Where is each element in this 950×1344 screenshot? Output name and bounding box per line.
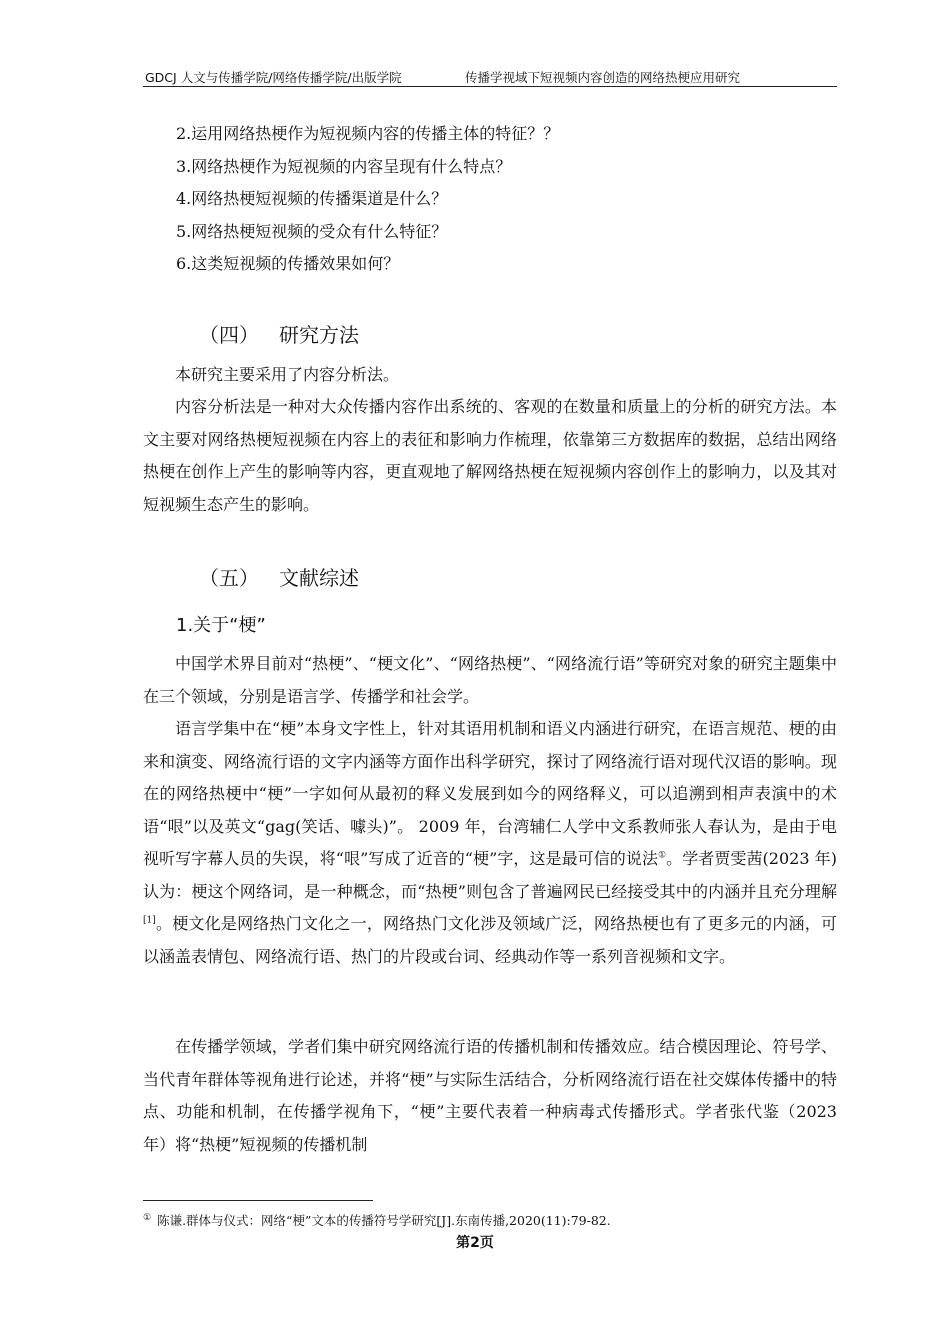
paragraph	[143, 713, 837, 973]
list-item: 3.网络热梗作为短视频的内容呈现有什么特点？	[176, 156, 512, 176]
footnote-text: 陈谦.群体与仪式：网络“梗”文本的传播符号学研究[J].东南传播,2020(11):79-82.	[157, 1213, 611, 1228]
section-number: （五）	[199, 566, 259, 590]
research-questions-list	[176, 118, 559, 281]
footnote-mark: ①	[143, 1212, 152, 1223]
section-heading-methods	[199, 319, 359, 348]
list-item: 2.运用网络热梗作为短视频内容的传播主体的特征？？	[176, 124, 560, 143]
section-number: （四）	[199, 323, 259, 347]
page-number: 第2页	[456, 1235, 494, 1251]
running-header	[143, 66, 837, 87]
paragraph: 内容分析法是一种对大众传播内容作出系统的、客观的在数量和质量上的分析的研究方法。本文主要对网络热梗短视频在内容上的表征和影响力作梳理，依靠第三方数据库的数据，总结出网络热梗在创作上产生的影响等内容，更直观地了解网络热梗在短视频内容创作上的影响力，以及其对短视频生态产生的影响。	[143, 397, 837, 514]
footnote-divider	[143, 1200, 373, 1201]
section-title: 文献综述	[279, 566, 359, 590]
list-item: 4.网络热梗短视频的传播渠道是什么？	[176, 189, 448, 208]
list-item: 5.网络热梗短视频的受众有什么特征？	[176, 221, 448, 241]
paragraph-text: 语言学集中在“梗”本身文字性上，针对其语用机制和语义内涵进行研究，在语言规范、梗的由来和演变、网络流行语的文字内涵等方面作出科学研究，探讨了网络流行语对现代汉语的影响。现在的网络热梗中“梗”一字如何从最初的释义发展到如今的网络释义，可以追溯到相声表演中的术语“哏”以及英文“gag(笑话、噱头)”。 2009 年，台湾辅仁人学中文系教师张人春认为，是由于电视听写字幕人员的失误，将“哏”写成了近音的“梗”字，这是最可信的说法	[143, 719, 837, 868]
header-paper-title: 传播学视域下短视频内容创造的网络热梗应用研究	[465, 70, 741, 85]
footnote	[143, 1211, 611, 1229]
paragraph-text: 。梗文化是网络热门文化之一，网络热门文化涉及领域广泛，网络热梗也有了更多元的内涵，可以涵盖表情包、网络流行语、热门的片段或台词、经典动作等一系列音视频和文字。	[143, 914, 837, 966]
footnote-marker[interactable]: ①	[658, 850, 667, 861]
subsection-heading: 1.关于“梗”	[176, 615, 266, 636]
citation-marker[interactable]: [1]	[143, 915, 156, 926]
section-heading-literature	[199, 562, 359, 591]
paragraph: 中国学术界目前对“热梗”、“梗文化”、“网络热梗”、“网络流行语”等研究对象的研究主题集中在三个领域，分别是语言学、传播学和社会学。	[143, 654, 837, 706]
section-title: 研究方法	[279, 323, 359, 347]
paragraph-text: 。学者贾雯茜(2023 年)认为：梗这个网络词，是一种概念，而“热梗”则包含了普遍网民已经接受其中的内涵并且充分理解	[143, 849, 837, 901]
header-institution: GDCJ 人文与传播学院/网络传播学院/出版学院	[145, 70, 402, 85]
paragraph: 本研究主要采用了内容分析法。	[175, 365, 400, 384]
list-item: 6.这类短视频的传播效果如何？	[176, 254, 400, 273]
paragraph: 在传播学领域，学者们集中研究网络流行语的传播机制和传播效应。结合模因理论、符号学、当代青年群体等视角进行论述，并将“梗”与实际生活结合，分析网络流行语在社交媒体传播中的特点、功能和机制，在传播学视角下，“梗”主要代表着一种病毒式传播形式。学者张代鉴（2023 年）将“热梗”短视频的传播机制	[143, 1037, 837, 1154]
